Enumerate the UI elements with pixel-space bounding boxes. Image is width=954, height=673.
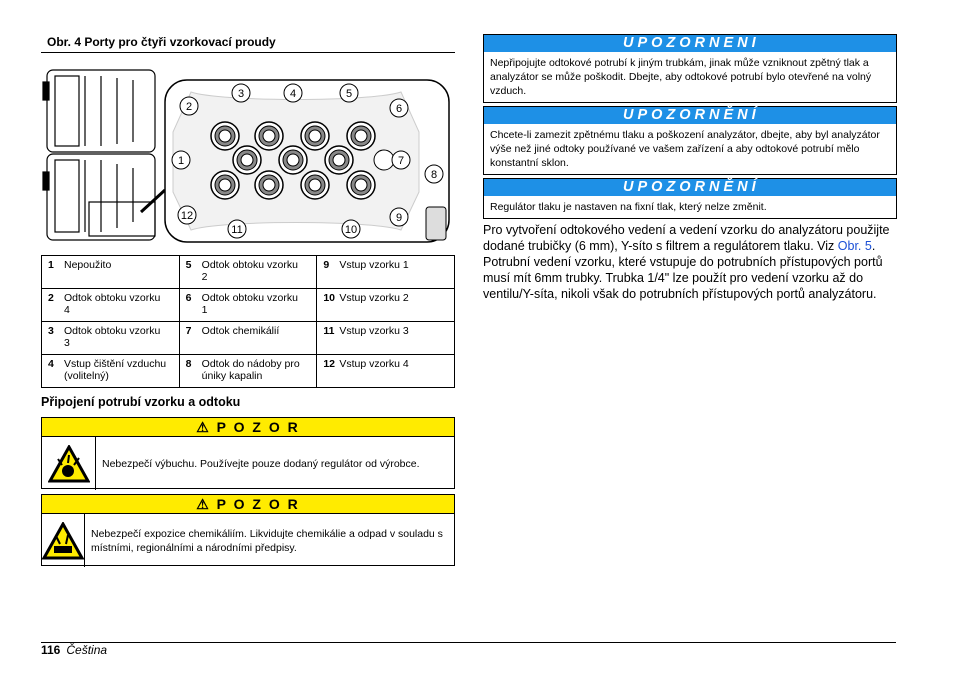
svg-text:12: 12	[180, 210, 194, 222]
legend-cell	[179, 355, 317, 388]
caution-label: P O Z O R	[216, 419, 300, 435]
footer-rule	[41, 642, 896, 643]
callout-9	[390, 208, 408, 226]
unused-port	[374, 150, 394, 170]
svg-text:10: 10	[344, 224, 358, 236]
legend-cell	[42, 322, 180, 355]
legend-cell	[317, 289, 455, 322]
svg-text:8: 8	[430, 169, 438, 181]
callout-3	[232, 84, 250, 102]
legend-number: 2	[48, 292, 54, 304]
callout-5	[340, 84, 358, 102]
callout-12	[178, 206, 196, 224]
caution-bar	[42, 495, 454, 514]
figure-link[interactable]: Obr. 5	[837, 239, 872, 253]
caution-label: P O Z O R	[216, 496, 300, 512]
legend-number: 1	[48, 259, 54, 271]
svg-text:4: 4	[289, 88, 297, 100]
figure-title: Obr. 4 Porty pro čtyři vzorkovací proudy	[41, 35, 455, 53]
page-number: 116	[41, 643, 61, 657]
svg-text:2: 2	[185, 101, 193, 113]
footer-language: Čeština	[66, 643, 108, 657]
svg-text:1: 1	[177, 155, 185, 167]
legend-label: Odtok obtoku vzorku 3	[64, 325, 161, 349]
callout-8	[425, 165, 443, 183]
body-paragraph	[483, 222, 903, 302]
svg-text:5: 5	[345, 88, 353, 100]
analyzer-enclosure-illustration	[43, 70, 165, 240]
notice-bar: UPOZORNENI	[484, 35, 896, 52]
legend-cell	[179, 289, 317, 322]
legend-number: 7	[185, 325, 192, 337]
svg-text:6: 6	[395, 103, 403, 115]
legend-cell	[42, 355, 180, 388]
callout-2	[180, 97, 198, 115]
legend-cell	[42, 289, 180, 322]
legend-number: 5	[185, 259, 192, 271]
legend-label: Vstup vzorku 3	[339, 325, 409, 337]
legend-label: Odtok obtoku vzorku 2	[201, 259, 298, 283]
notice-3	[483, 178, 897, 219]
warning-triangle-icon: ⚠	[196, 496, 211, 512]
legend-number: 10	[323, 292, 335, 304]
notice-text: Nepřipojujte odtokové potrubí k jiným trubkám, jinak může vzniknout zpětný tlak a analyzátor se může poškodit. Dbejte, aby odtokové potrubí bylo otevřené na volný vzduch.	[490, 57, 872, 97]
legend-cell	[42, 256, 180, 289]
callout-6	[390, 99, 408, 117]
legend-label: Odtok do nádoby pro úniky kapalin	[201, 358, 300, 382]
legend-cell	[179, 322, 317, 355]
section-heading: Připojení potrubí vzorku a odtoku	[41, 395, 241, 409]
legend-label: Odtok obtoku vzorku 4	[64, 292, 161, 316]
notice-text: Chcete-li zamezit zpětnému tlaku a poškození analyzátor, dbejte, aby byl analyzátor výše než jiné odtoky používané ve vašem zařízení a aby odtokové potrubí mělo konstantní sklon.	[490, 129, 880, 169]
legend-label: Nepoužito	[64, 259, 112, 271]
footer	[41, 643, 107, 657]
legend-label: Odtok obtoku vzorku 1	[201, 292, 298, 316]
legend-table	[41, 255, 455, 388]
legend-number: 6	[185, 292, 192, 304]
chemical-hazard-icon	[42, 514, 85, 567]
legend-cell	[317, 322, 455, 355]
paragraph-text: Pro vytvoření odtokového vedení a vedení vzorku do analyzátoru použijte dodané trubičky (6 mm), Y-síto s filtrem a regulátorem tlaku. Viz	[483, 223, 890, 253]
ports-figure	[41, 62, 455, 250]
explosion-warning-icon	[42, 437, 96, 490]
legend-cell	[317, 256, 455, 289]
legend-label: Vstup vzorku 2	[339, 292, 409, 304]
legend-number: 3	[48, 325, 54, 337]
notice-text: Regulátor tlaku je nastaven na fixní tlak, který nelze změnit.	[490, 201, 767, 213]
legend-label: Odtok chemikálií	[201, 325, 280, 337]
caution-chemical	[41, 494, 455, 566]
svg-text:3: 3	[237, 88, 245, 100]
legend-number: 8	[185, 358, 192, 370]
notice-bar: UPOZORNĚNÍ	[484, 107, 896, 124]
legend-number: 12	[323, 358, 335, 370]
legend-label: Vstup čištění vzduchu (volitelný)	[64, 358, 167, 382]
paragraph-text: . Potrubní vedení vzorku, které vstupuje do potrubních přístupových portů musí mít 6mm trubky. Trubka 1/4" lze použít pro vedení vzorku až do ventilu/Y-síta, nikoli však do potrubních přístupových portů analyzátoru.	[483, 239, 883, 301]
svg-text:9: 9	[395, 212, 403, 224]
legend-number: 4	[48, 358, 54, 370]
callout-4	[284, 84, 302, 102]
callout-1	[172, 151, 190, 169]
legend-number: 11	[323, 325, 335, 337]
warning-triangle-icon: ⚠	[196, 419, 211, 435]
svg-text:11: 11	[231, 224, 243, 236]
legend-label: Vstup vzorku 4	[339, 358, 409, 370]
legend-label: Vstup vzorku 1	[339, 259, 409, 271]
legend-number: 9	[323, 259, 330, 271]
callout-11	[228, 220, 246, 238]
svg-text:7: 7	[397, 155, 405, 167]
legend-cell	[179, 256, 317, 289]
caution-bar	[42, 418, 454, 437]
notice-1	[483, 34, 897, 103]
caution-text: Nebezpečí výbuchu. Používejte pouze dodaný regulátor od výrobce.	[102, 457, 420, 470]
regulator-illustration	[426, 207, 446, 240]
caution-text: Nebezpečí expozice chemikáliím. Likvidujte chemikálie a odpad v souladu s místními, regionálními a národními předpisy.	[91, 527, 443, 554]
caution-explosion	[41, 417, 455, 489]
notice-2	[483, 106, 897, 175]
callout-7	[392, 151, 410, 169]
notice-bar: UPOZORNĚNÍ	[484, 179, 896, 196]
callout-10	[342, 220, 360, 238]
legend-cell	[317, 355, 455, 388]
